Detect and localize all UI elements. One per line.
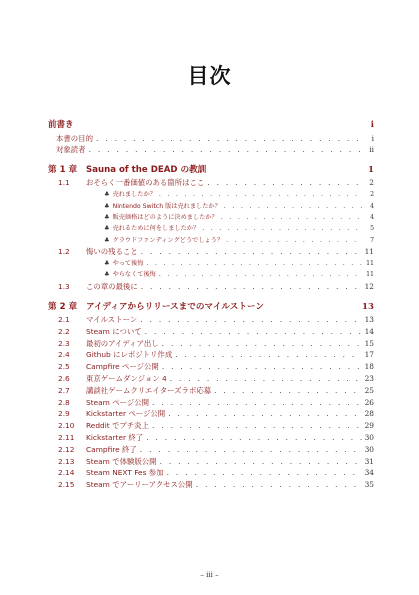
toc-subsection[interactable] (48, 235, 374, 246)
toc-entry-page: 35 (364, 480, 374, 490)
dot-leader (147, 258, 364, 269)
toc-subsection[interactable] (48, 258, 374, 269)
toc-entry-page: 5 (370, 225, 374, 233)
club-bullet-icon: ♣ (104, 271, 110, 279)
toc-entry-page: 30 (364, 433, 374, 443)
toc-entry-page: 1 (368, 164, 374, 175)
section-number: 1.3 (58, 281, 70, 291)
toc-entry-title: やって後悔 (112, 259, 144, 267)
dot-leader (159, 189, 363, 200)
dot-leader (214, 385, 361, 397)
section-number: 2.14 (58, 468, 75, 478)
toc-section[interactable] (48, 373, 374, 385)
dot-leader (167, 467, 362, 479)
section-number: 2.7 (58, 385, 70, 395)
dot-leader (224, 201, 363, 212)
table-of-contents (48, 120, 374, 491)
toc-entry-page: 14 (364, 326, 374, 336)
section-number: 2.4 (58, 350, 70, 360)
toc-entry-title: 東京ゲームダンジョン 4 (86, 374, 167, 384)
toc-entry-page: 11 (366, 259, 374, 267)
toc-entry-title: 売れるために何をしましたか？ (112, 225, 200, 233)
toc-entry-title: Steam NEXT Fes 参加 (86, 468, 164, 478)
section-number: 2.11 (58, 433, 75, 443)
dot-leader (175, 349, 361, 361)
toc-entry-title: マイルストーン (86, 315, 138, 325)
toc-section[interactable] (48, 444, 374, 456)
toc-subsection[interactable] (48, 212, 374, 223)
toc-section[interactable] (48, 408, 374, 420)
toc-entry-title: Kickstarter ページ公開 (86, 409, 166, 419)
dot-leader (226, 235, 363, 246)
toc-section[interactable] (48, 385, 374, 397)
toc-entry-page: 30 (364, 444, 374, 454)
section-number: 2.8 (58, 397, 70, 407)
toc-section[interactable] (48, 456, 374, 468)
dot-leader (140, 314, 361, 326)
toc-section[interactable] (48, 338, 374, 350)
dot-leader (202, 223, 363, 234)
club-bullet-icon: ♣ (104, 202, 110, 210)
toc-entry-title: Steam について (86, 326, 142, 336)
page-number-footer: – iii – (200, 571, 219, 579)
toc-entry-page: 31 (364, 456, 374, 466)
toc-entry-title: 前書き (48, 120, 74, 130)
chapter-number: 第 2 章 (48, 301, 78, 312)
dot-leader (140, 444, 362, 456)
toc-section[interactable] (48, 349, 374, 361)
toc-entry-page: 13 (362, 301, 374, 312)
toc-entry-title: 最初のアイディア出し (86, 338, 159, 348)
toc-entry-page: 18 (364, 362, 374, 372)
toc-entry-title: Steam で体験版公開 (86, 456, 157, 466)
club-bullet-icon: ♣ (104, 191, 110, 199)
toc-entry-title: Steam ページ公開 (86, 397, 150, 407)
toc-subsection[interactable] (48, 269, 374, 280)
section-number: 2.9 (58, 409, 70, 419)
toc-front-heading[interactable] (48, 120, 374, 132)
toc-section[interactable] (48, 420, 374, 432)
toc-entry-title: 販売価格はどのように決めましたか？ (112, 213, 218, 221)
page-title: 目次 (187, 64, 232, 88)
toc-entry-title: 本書の目的 (56, 133, 93, 143)
toc-section[interactable] (48, 432, 374, 444)
toc-section[interactable] (48, 177, 374, 189)
dot-leader (221, 212, 363, 223)
toc-entry-title: Sauna of the DEAD の教訓 (86, 164, 207, 175)
dot-leader (96, 133, 363, 145)
toc-section[interactable] (48, 467, 374, 479)
toc-subsection[interactable] (48, 201, 374, 212)
toc-entry-title: Steam でアーリーアクセス公開 (86, 480, 193, 490)
toc-section[interactable] (48, 281, 374, 293)
toc-subsection[interactable] (48, 189, 374, 200)
toc-entry-title: 悔いの残ること (86, 247, 138, 257)
toc-entry-page: 4 (370, 202, 374, 210)
toc-section[interactable] (48, 326, 374, 338)
dot-leader (152, 397, 362, 409)
dot-leader (162, 338, 362, 350)
dot-leader (170, 373, 362, 385)
toc-section[interactable] (48, 246, 374, 258)
toc-entry-page: 34 (364, 468, 374, 478)
dot-leader (162, 361, 362, 373)
toc-entry-page: 26 (364, 397, 374, 407)
toc-entry-page: 2 (370, 191, 374, 199)
toc-entry-page: 13 (364, 315, 374, 325)
toc-entry-page: i (370, 120, 374, 130)
dot-leader (141, 281, 362, 293)
chapter-number: 第 1 章 (48, 164, 78, 175)
toc-subsection[interactable] (48, 223, 374, 234)
section-number: 2.5 (58, 362, 70, 372)
section-number: 2.6 (58, 374, 70, 384)
section-number: 2.10 (58, 421, 75, 431)
toc-entry-page: 4 (370, 213, 374, 221)
section-number: 2.1 (58, 315, 70, 325)
toc-entry-title: Nintendo Switch 版は売れましたか？ (112, 202, 221, 210)
section-number: 2.3 (58, 338, 70, 348)
club-bullet-icon: ♣ (104, 259, 110, 267)
toc-entry-title: Kickstarter 終了 (86, 433, 144, 443)
club-bullet-icon: ♣ (104, 236, 110, 244)
toc-chapter[interactable] (48, 302, 374, 314)
toc-entry-title: この章の最後に (86, 281, 138, 291)
toc-entry-page: 2 (369, 178, 374, 188)
toc-entry-page: 15 (364, 338, 374, 348)
toc-entry-page: 29 (364, 421, 374, 431)
toc-entry-page: ii (369, 145, 374, 155)
toc-entry-title: おそらく一番価値のある箇所はここ (86, 178, 205, 188)
dot-leader (141, 246, 362, 258)
dot-leader (168, 408, 361, 420)
toc-entry-title: Github にレポジトリ作成 (86, 350, 173, 360)
section-number: 1.2 (58, 247, 70, 257)
toc-entry-title: Reddit でプチ炎上 (86, 421, 149, 431)
section-number: 1.1 (58, 178, 70, 188)
section-number: 2.13 (58, 456, 75, 466)
toc-section[interactable] (48, 479, 374, 491)
dot-leader (89, 144, 363, 156)
toc-entry-page: 17 (364, 350, 374, 360)
toc-entry-page: 28 (364, 409, 374, 419)
dot-leader (160, 456, 362, 468)
toc-entry-page: 25 (364, 385, 374, 395)
toc-entry-title: アイディアからリリースまでのマイルストーン (86, 301, 264, 312)
dot-leader (159, 269, 363, 280)
toc-front-item[interactable] (48, 133, 374, 145)
dot-leader (196, 479, 362, 491)
toc-section[interactable] (48, 314, 374, 326)
toc-entry-page: i (371, 133, 374, 143)
club-bullet-icon: ♣ (104, 213, 110, 221)
toc-entry-title: 対象読者 (56, 145, 86, 155)
toc-entry-title: Campfire ページ公開 (86, 362, 159, 372)
toc-entry-page: 11 (364, 247, 374, 257)
dot-leader (146, 432, 361, 444)
toc-section[interactable] (48, 397, 374, 409)
section-number: 2.12 (58, 444, 75, 454)
toc-entry-title: Campfire 終了 (86, 444, 137, 454)
toc-entry-page: 7 (370, 236, 374, 244)
toc-chapters (48, 165, 374, 491)
dot-leader (207, 177, 363, 189)
toc-entry-page: 11 (366, 271, 374, 279)
club-bullet-icon: ♣ (104, 225, 110, 233)
toc-section[interactable] (48, 361, 374, 373)
dot-leader (152, 420, 362, 432)
toc-entry-page: 23 (364, 374, 374, 384)
toc-front-item[interactable] (48, 144, 374, 156)
toc-entry-page: 12 (364, 281, 374, 291)
toc-chapter[interactable] (48, 165, 374, 177)
toc-entry-title: クラウドファンディングどうでしょう？ (112, 236, 224, 244)
section-number: 2.2 (58, 326, 70, 336)
dot-leader (145, 326, 362, 338)
section-number: 2.15 (58, 480, 75, 490)
toc-entry-title: 講談社ゲームクリエイターズラボ応募 (86, 385, 212, 395)
toc-entry-title: 売れましたか？ (112, 191, 156, 199)
toc-entry-title: やらなくて後悔 (112, 271, 156, 279)
